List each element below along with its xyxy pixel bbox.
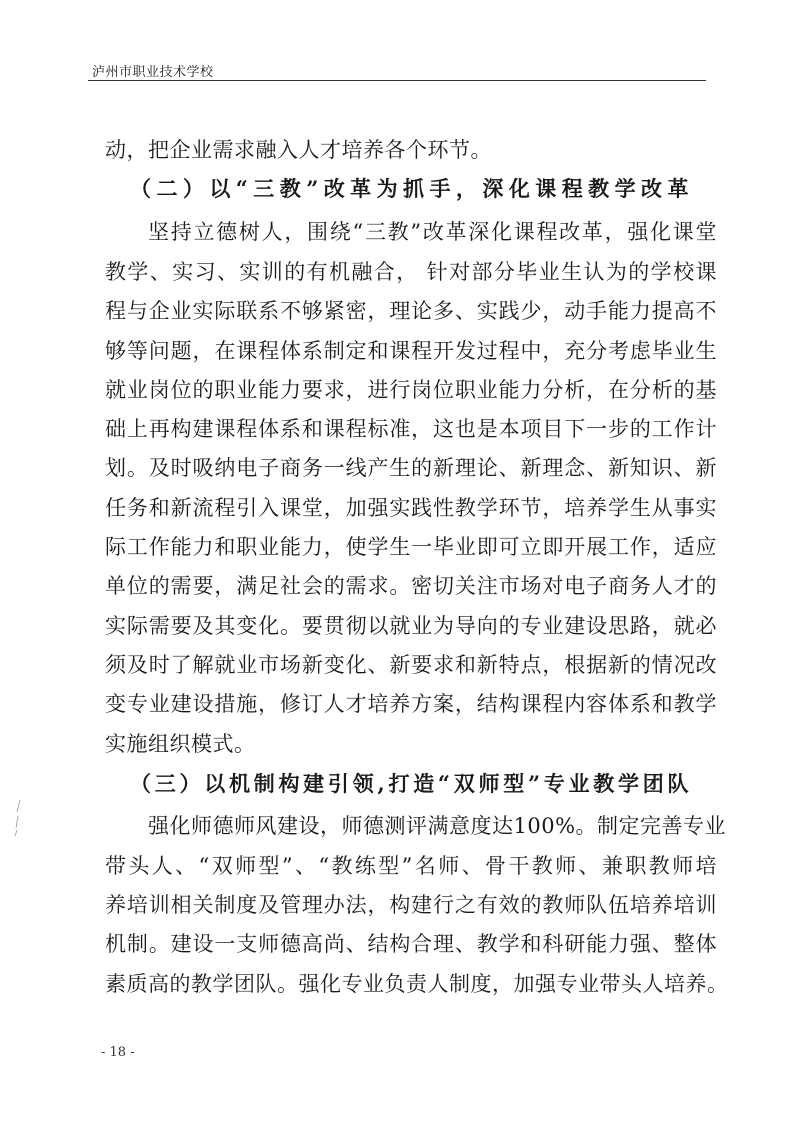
body-line: 际工作能力和职业能力，使学生一毕业即可立即开展工作，适应 [105, 535, 717, 559]
body-line: 础上再构建课程体系和课程标准，这也是本项目下一步的工作计 [105, 417, 717, 441]
body-line: 实际需要及其变化。要贯彻以就业为导向的专业建设思路，就必 [105, 614, 717, 638]
body-line: 带头人、“双师型”、“教练型”名师、骨干教师、兼职教师培 [105, 854, 717, 878]
section-heading: （三）以机制构建引领,打造“双师型”专业教学团队 [130, 771, 690, 796]
body-line: 动，把企业需求融入人才培养各个环节。 [105, 138, 492, 162]
body-line: 坚持立德树人，围绕“三教”改革深化课程改革，强化课堂 [148, 220, 717, 244]
page-header-title: 泸州市职业技术学校 [92, 65, 214, 80]
body-line: 素质高的教学团队。强化专业负责人制度，加强专业带头人培养。 [105, 972, 729, 996]
body-line: 变专业建设措施，修订人才培养方案，结构课程内容体系和教学 [105, 692, 717, 716]
body-line: 教学、实习、实训的有机融合， 针对部分毕业生认为的学校课 [105, 260, 717, 284]
body-line: 就业岗位的职业能力要求，进行岗位职业能力分析，在分析的基 [105, 378, 717, 402]
body-line: 养培训相关制度及管理办法，构建行之有效的教师队伍培养培训 [105, 893, 717, 917]
body-line: 机制。建设一支师德高尚、结构合理、教学和科研能力强、整体 [105, 932, 717, 956]
body-line: 够等问题，在课程体系制定和课程开发过程中，充分考虑毕业生 [105, 339, 717, 363]
body-line: 单位的需要，满足社会的需求。密切关注市场对电子商务人才的 [105, 574, 717, 598]
body-line: 强化师德师风建设，师德测评满意度达100%。制定完善专业 [148, 814, 727, 838]
body-line: 实施组织模式。 [105, 732, 256, 756]
margin-scan-mark [14, 798, 24, 838]
body-line: 划。及时吸纳电子商务一线产生的新理论、新理念、新知识、新 [105, 456, 717, 480]
body-line: 须及时了解就业市场新变化、新要求和新特点，根据新的情况改 [105, 653, 717, 677]
section-heading: （二）以“三教”改革为抓手，深化课程教学改革 [130, 176, 690, 201]
body-line: 程与企业实际联系不够紧密，理论多、实践少，动手能力提高不 [105, 299, 717, 323]
body-line: 任务和新流程引入课堂，加强实践性教学环节，培养学生从事实 [105, 496, 717, 520]
page-number: - 18 - [101, 1045, 135, 1060]
header-rule [88, 80, 706, 81]
